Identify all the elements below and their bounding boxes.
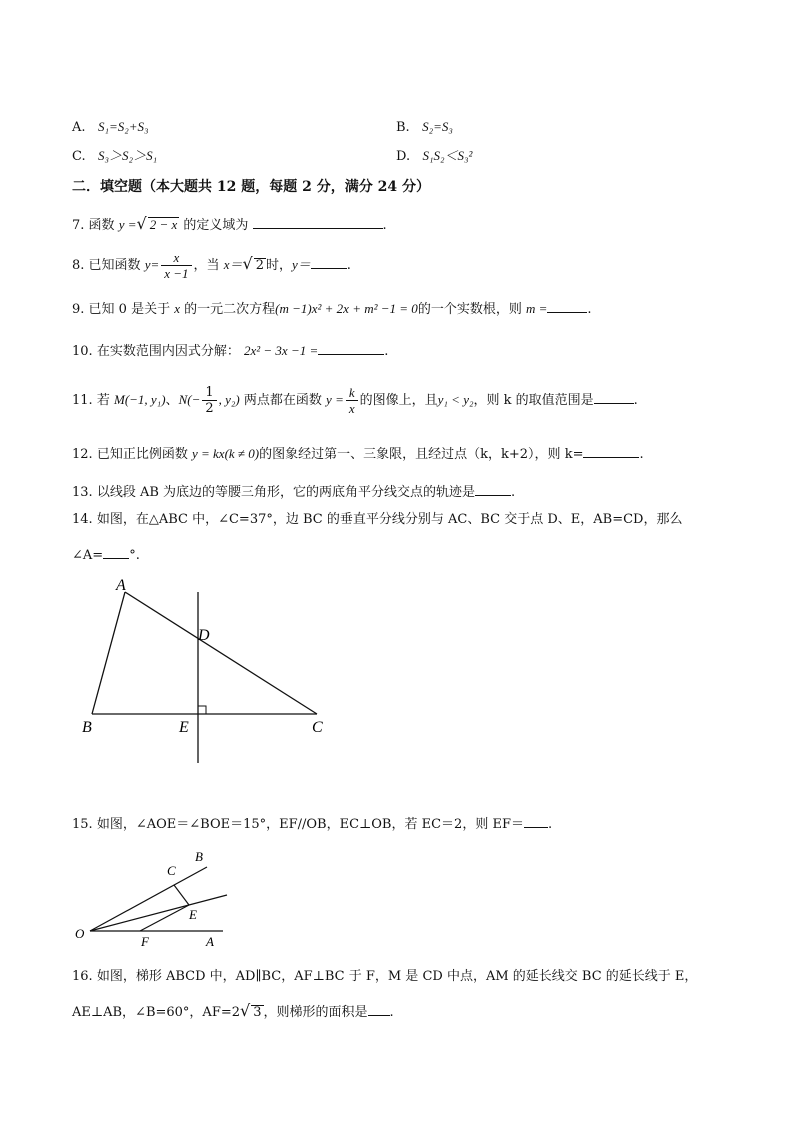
answer-blank-8[interactable] [311, 256, 347, 269]
fraction-k-over-x: $\frac{k}{x}$ [346, 385, 358, 416]
question-14-line2: ∠A= °. [72, 548, 140, 563]
label-d: D [198, 627, 210, 644]
question-10: 10. 在实数范围内因式分解： 2x² − 3x −1 = . [72, 343, 389, 359]
label-b: B [82, 719, 92, 736]
sqrt-symbol: √ [242, 254, 253, 273]
label-a: A [206, 934, 214, 949]
ray-oe [90, 895, 227, 931]
answer-blank-12[interactable] [583, 445, 639, 458]
question-14: 14. 如图，在△ABC 中，∠C=37°，边 BC 的垂直平分线分别与 AC、BC 交于点 D、E，AB=CD，那么 [72, 512, 683, 527]
answer-blank-7[interactable] [253, 216, 383, 229]
figure-15-angle [70, 845, 240, 955]
question-15: 15. 如图，∠AOE＝∠BOE＝15°，EF//OB，EC⊥OB，若 EC＝2，则 EF＝ . [72, 817, 553, 832]
segment-ec [174, 885, 189, 905]
answer-blank-10[interactable] [318, 342, 384, 355]
sqrt-symbol: √ [136, 214, 147, 233]
question-11: 11. 若 M(−1, y₁)、N(− $\frac{1}{2}$ , y₂) 两点都在函数 y = $\frac{k}{x}$ 的图像上，且y₁ < y₂，则 k 的取值范围是 . [72, 385, 638, 416]
label-b: B [195, 849, 203, 864]
answer-blank-11[interactable] [594, 391, 634, 404]
answer-blank-13[interactable] [475, 483, 511, 496]
option-c: C. S₃＞S₂＞S₁ [72, 148, 158, 164]
question-16: 16. 如图，梯形 ABCD 中，AD∥BC，AF⊥BC 于 F，M 是 CD 中点，AM 的延长线交 BC 的延长线于 E， [72, 969, 698, 984]
label-e: E [189, 907, 197, 922]
section-title: 二．填空题（本大题共 12 题，每题 2 分，满分 24 分） [72, 179, 430, 195]
option-b: B. S₂=S₃ [396, 119, 453, 135]
segment-ab [92, 592, 125, 714]
question-16-line2: AE⊥AB，∠B=60°，AF=2√ 3 ，则梯形的面积是 . [72, 1001, 394, 1020]
answer-blank-15[interactable] [524, 815, 548, 828]
answer-blank-14[interactable] [103, 546, 129, 559]
fraction-x-over-x-minus-1: $\frac{x}{x -1}$ [161, 250, 191, 281]
label-f: F [141, 934, 149, 949]
label-e: E [179, 719, 189, 736]
label-a: A [116, 577, 126, 594]
label-c: C [312, 719, 323, 736]
answer-blank-9[interactable] [547, 300, 587, 313]
segment-ac [125, 592, 317, 714]
answer-blank-16[interactable] [368, 1003, 390, 1016]
option-a: A. S₁=S₂+S₃ [72, 119, 149, 135]
question-8: 8. 已知函数 y= $\frac{x}{x -1}$ ，当 x＝√ 2 时，y＝ . [72, 250, 351, 281]
fraction-one-half: $\frac{1}{2}$ [202, 385, 216, 416]
label-c: C [167, 863, 176, 878]
question-12: 12. 已知正比例函数 y = kx(k ≠ 0)的图象经过第一、三象限，且经过点（k，k+2），则 k= . [72, 446, 644, 462]
figure-14-triangle [70, 570, 350, 775]
segment-ef [140, 905, 189, 931]
question-13: 13. 以线段 AB 为底边的等腰三角形，它的两底角平分线交点的轨迹是 . [72, 485, 516, 500]
sqrt-symbol: √ [240, 1001, 251, 1020]
question-9: 9. 已知 0 是关于 x 的一元二次方程(m −1)x² + 2x + m² −1 = 0的一个实数根，则 m = . [72, 301, 592, 317]
label-o: O [75, 926, 85, 941]
right-angle-mark [198, 706, 206, 714]
question-7: 7. 函数 y =√ 2 − x 的定义域为 . [72, 214, 387, 233]
option-d: D. S₁S₂＜S₃² [396, 148, 473, 164]
